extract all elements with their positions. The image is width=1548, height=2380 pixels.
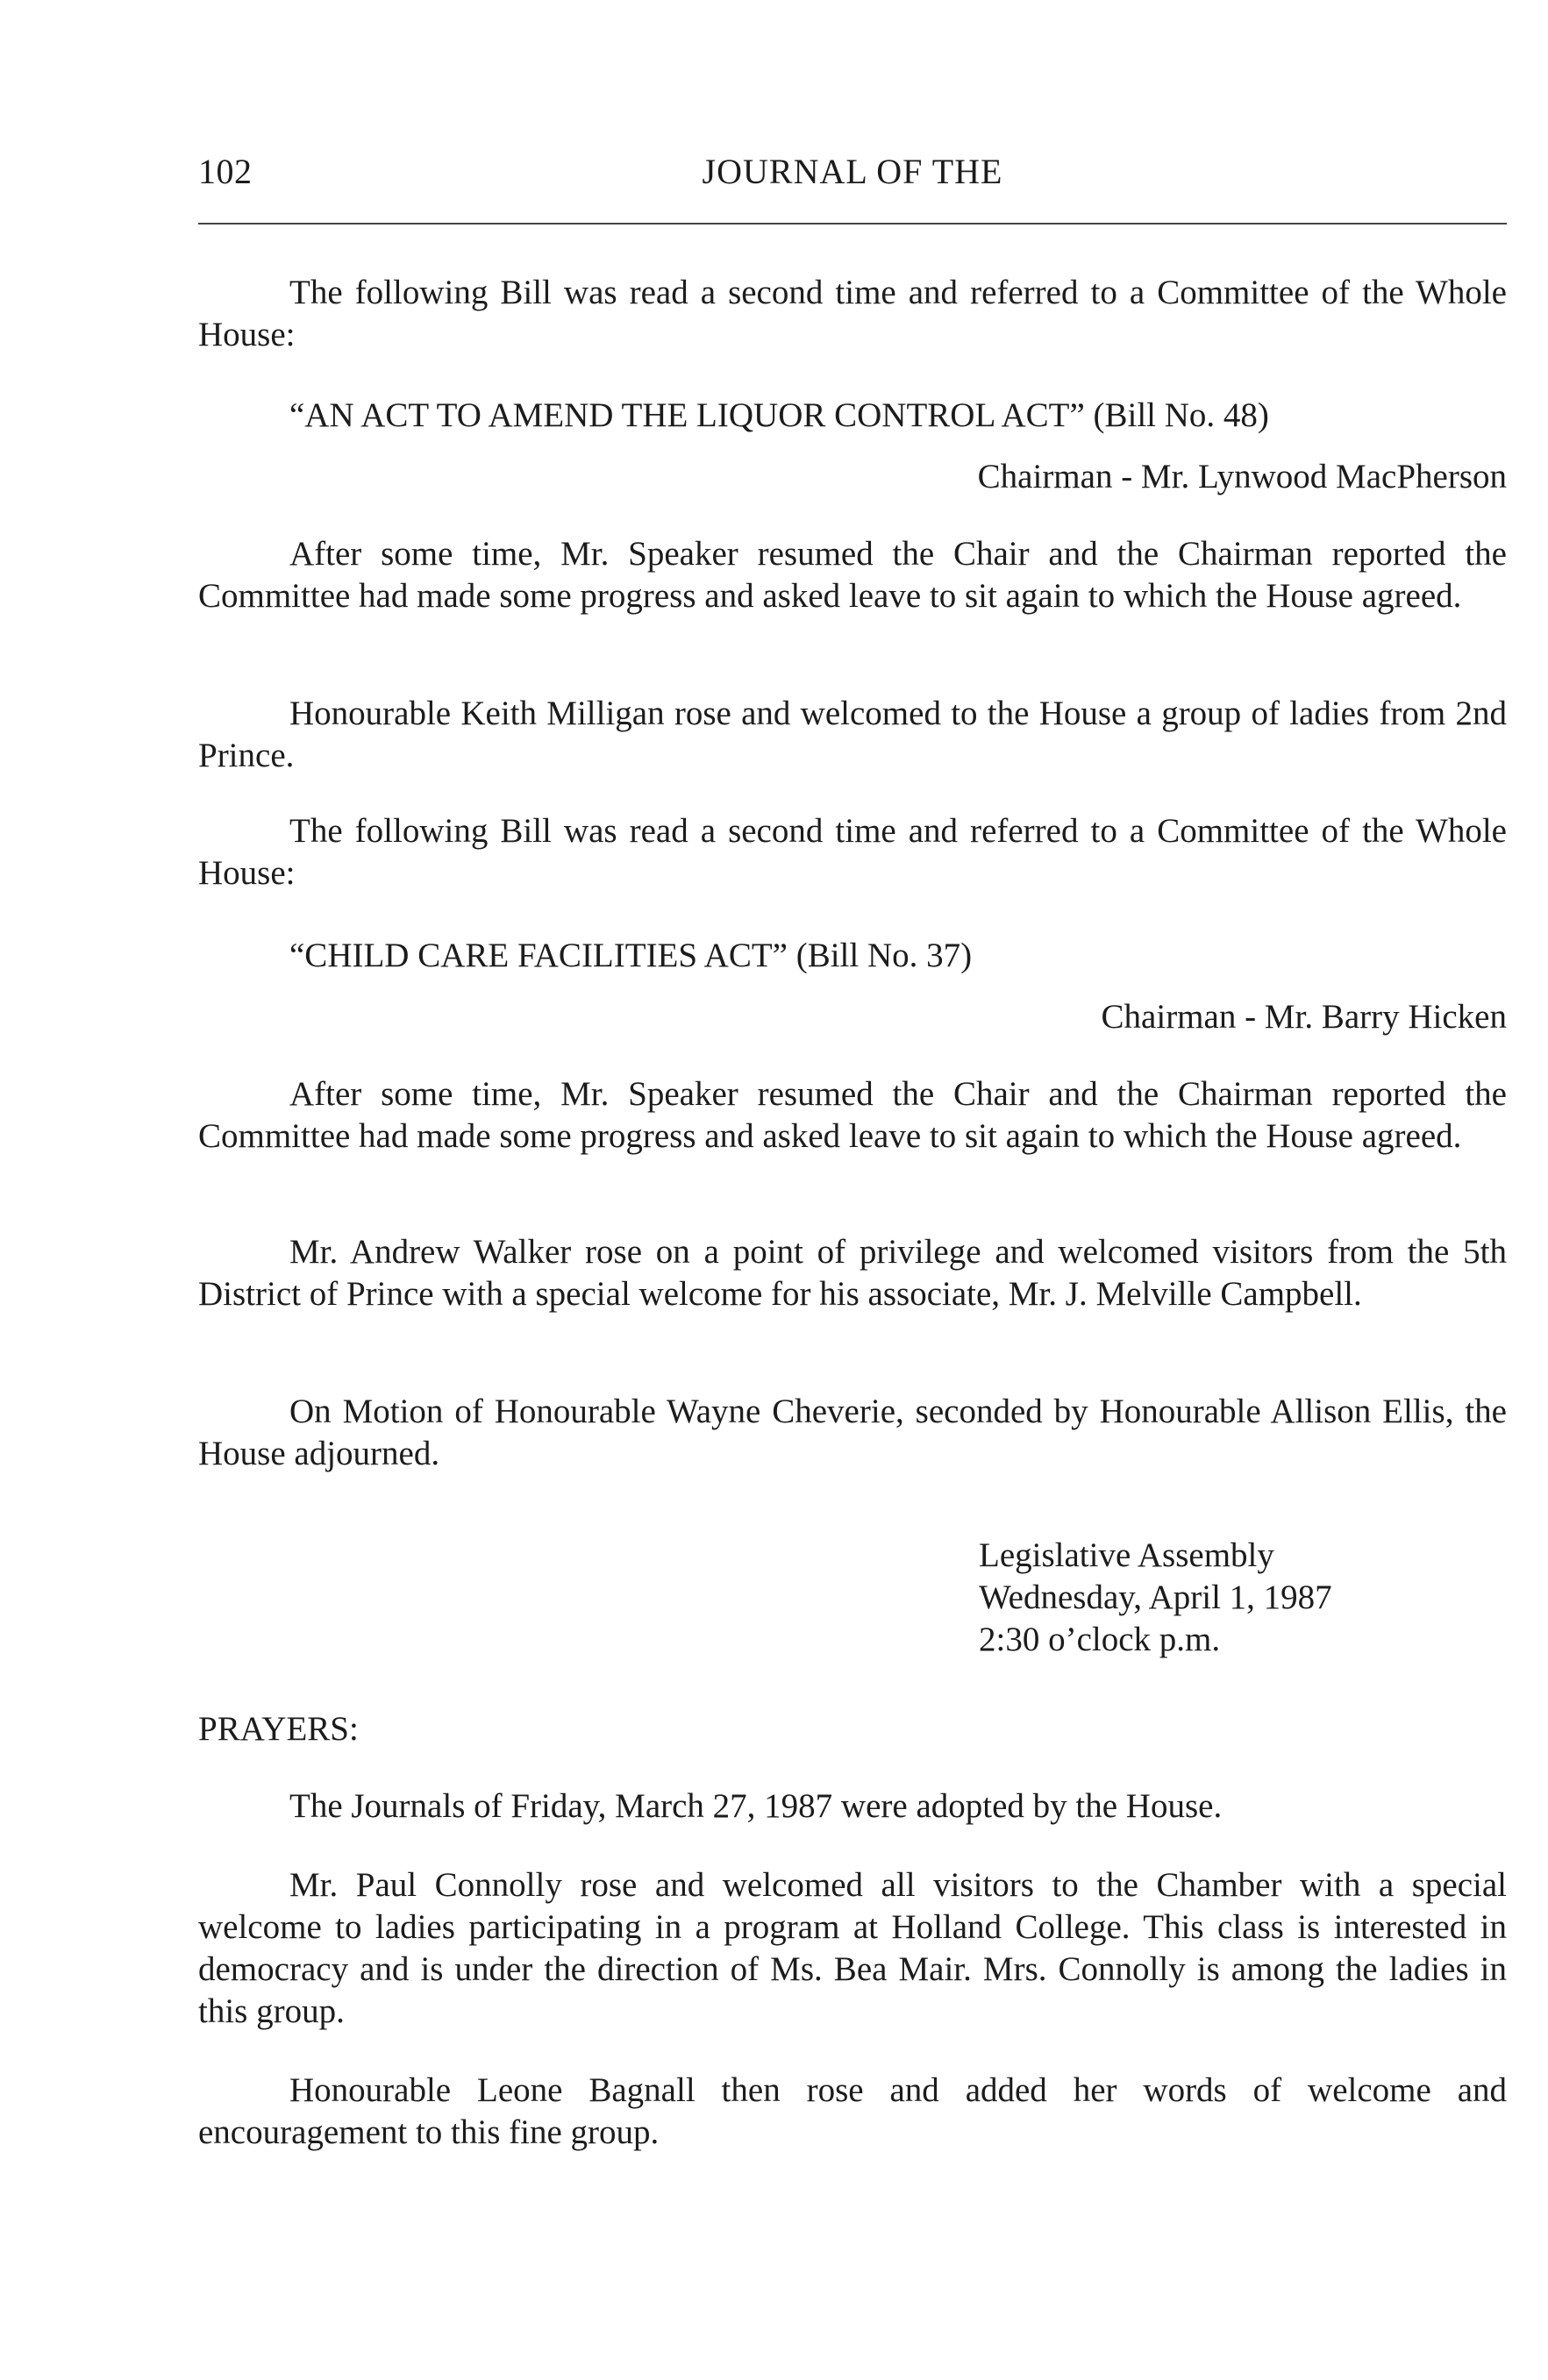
- header-rule: [198, 223, 1507, 224]
- paragraph-adjournment: On Motion of Honourable Wayne Cheverie, seconded by Honourable Allison Ellis, the House adjourned.: [198, 1393, 1507, 1472]
- bill-title-child-care: “CHILD CARE FACILITIES ACT” (Bill No. 37): [289, 937, 973, 974]
- paragraph-welcome-bagnall: Honourable Leone Bagnall then rose and added her words of welcome and encouragement to this fine group.: [198, 2071, 1507, 2151]
- page-header: [198, 151, 1507, 203]
- paragraph-bill-referral-1: The following Bill was read a second time and referred to a Committee of the Whole House:: [198, 274, 1507, 353]
- paragraph-welcome-connolly: Mr. Paul Connolly rose and welcomed all visitors to the Chamber with a special welcome to ladies participating in a program at Holland College. This class is interested in democracy and is under the direction of Ms. Bea Mair. Mrs. Connolly is among the ladies in this group.: [198, 1866, 1507, 2030]
- paragraph-point-of-privilege: Mr. Andrew Walker rose on a point of privilege and welcomed visitors from the 5th District of Prince with a special welcome for his associate, Mr. J. Melville Campbell.: [198, 1233, 1507, 1313]
- prayers-heading: PRAYERS:: [198, 1710, 359, 1748]
- paragraph-welcome-milligan: Honourable Keith Milligan rose and welcomed to the House a group of ladies from 2nd Prince.: [198, 695, 1507, 774]
- sitting-assembly: Legislative Assembly: [979, 1536, 1274, 1574]
- bill-chairman-2: Chairman - Mr. Barry Hicken: [1101, 998, 1507, 1036]
- sitting-info: [979, 1535, 1332, 1661]
- bill-chairman-1: Chairman - Mr. Lynwood MacPherson: [977, 458, 1507, 495]
- bill-title-liquor-control: “AN ACT TO AMEND THE LIQUOR CONTROL ACT” (Bill No. 48): [289, 396, 1269, 434]
- paragraph-journals-adopted: The Journals of Friday, March 27, 1987 were adopted by the House.: [289, 1787, 1223, 1825]
- paragraph-committee-report-1: After some time, Mr. Speaker resumed the Chair and the Chairman reported the Committee had made some progress and asked leave to sit again to which the House agreed.: [198, 535, 1507, 615]
- sitting-time: 2:30 o’clock p.m.: [979, 1621, 1221, 1658]
- paragraph-committee-report-2: After some time, Mr. Speaker resumed the Chair and the Chairman reported the Committee had made some progress and asked leave to sit again to which the House agreed.: [198, 1075, 1507, 1155]
- page-number: 102: [198, 152, 253, 191]
- running-head: JOURNAL OF THE: [702, 152, 1003, 191]
- sitting-date: Wednesday, April 1, 1987: [979, 1578, 1332, 1616]
- paragraph-bill-referral-2: The following Bill was read a second time and referred to a Committee of the Whole House:: [198, 812, 1507, 892]
